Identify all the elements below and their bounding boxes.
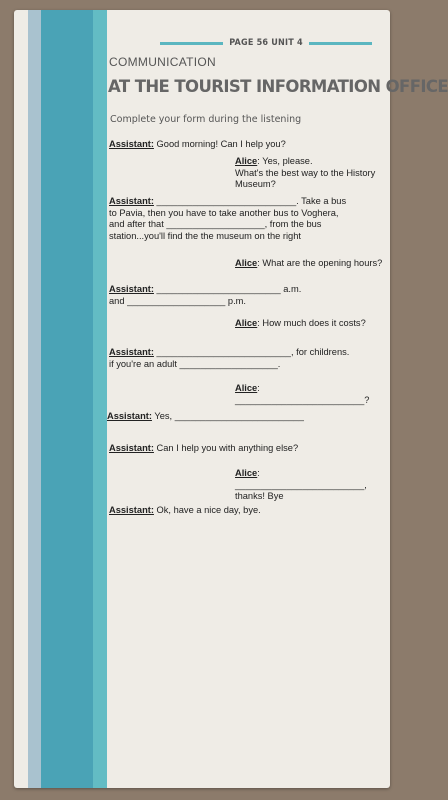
speaker-label: Assistant: xyxy=(109,443,154,453)
dialogue-text: ___________________________. Take a bus to Pavia, then you have to take another bus to Voghera, and after that ___________________, from the bus station...you'll find the the museum on the right xyxy=(109,196,347,241)
dialogue-text: : _________________________? xyxy=(235,383,370,405)
dialogue-line xyxy=(109,196,355,242)
dialogue-line xyxy=(235,258,387,270)
dialogue-line xyxy=(235,318,387,330)
page-title: AT THE TOURIST INFORMATION OFFICE xyxy=(108,77,448,96)
dialogue-text: : Yes, please. xyxy=(257,156,313,166)
dialogue-text: Ok, have a nice day, bye. xyxy=(153,505,261,515)
dialogue-text: Yes, _________________________ xyxy=(151,411,304,421)
speaker-label: Assistant: xyxy=(109,347,154,357)
dialogue-line xyxy=(109,139,371,151)
speaker-label: Assistant: xyxy=(109,139,154,149)
worksheet-page xyxy=(14,10,448,788)
dialogue-text: Can I help you with anything else? xyxy=(153,443,299,453)
header-rule-left xyxy=(160,42,223,45)
speaker-label: Alice xyxy=(235,468,258,478)
speaker-label: Alice xyxy=(235,156,258,166)
dialogue-text: ________________________ a.m. and ___________________ p.m. xyxy=(109,284,302,306)
decorative-stripe-main xyxy=(41,10,93,788)
page-label: PAGE 56 UNIT 4 xyxy=(229,38,303,48)
dialogue-line xyxy=(107,411,347,423)
dialogue-line xyxy=(109,505,371,517)
worksheet-content xyxy=(107,10,448,788)
page-header xyxy=(160,38,372,48)
dialogue-text: What's the best way to the History Museum? xyxy=(235,167,376,189)
dialogue-text: : How much does it costs? xyxy=(257,318,366,328)
speaker-label: Alice xyxy=(235,258,258,268)
decorative-stripe-accent xyxy=(93,10,107,788)
instruction-text: Complete your form during the listening xyxy=(110,114,302,125)
decorative-stripe-light xyxy=(28,10,41,788)
dialogue-text: thanks! Bye xyxy=(235,491,284,501)
dialogue-text: : What are the opening hours? xyxy=(257,258,383,268)
dialogue-line xyxy=(235,468,387,503)
dialogue-text: : _________________________, xyxy=(235,468,367,490)
dialogue-text: __________________________, for childrens. if you're an adult ___________________. xyxy=(109,347,350,369)
dialogue-line xyxy=(109,443,371,455)
speaker-label: Assistant: xyxy=(109,284,154,294)
header-rule-right xyxy=(309,42,372,45)
dialogue-text: Good morning! Can I help you? xyxy=(153,139,286,149)
dialogue-line xyxy=(235,156,387,191)
dialogue-line xyxy=(109,284,309,307)
speaker-label: Assistant: xyxy=(109,196,154,206)
dialogue-line xyxy=(235,383,387,406)
section-label: COMMUNICATION xyxy=(109,55,217,69)
speaker-label: Alice xyxy=(235,318,258,328)
speaker-label: Assistant: xyxy=(109,505,154,515)
dialogue-line xyxy=(109,347,351,370)
speaker-label: Alice xyxy=(235,383,258,393)
speaker-label: Assistant: xyxy=(107,411,152,421)
